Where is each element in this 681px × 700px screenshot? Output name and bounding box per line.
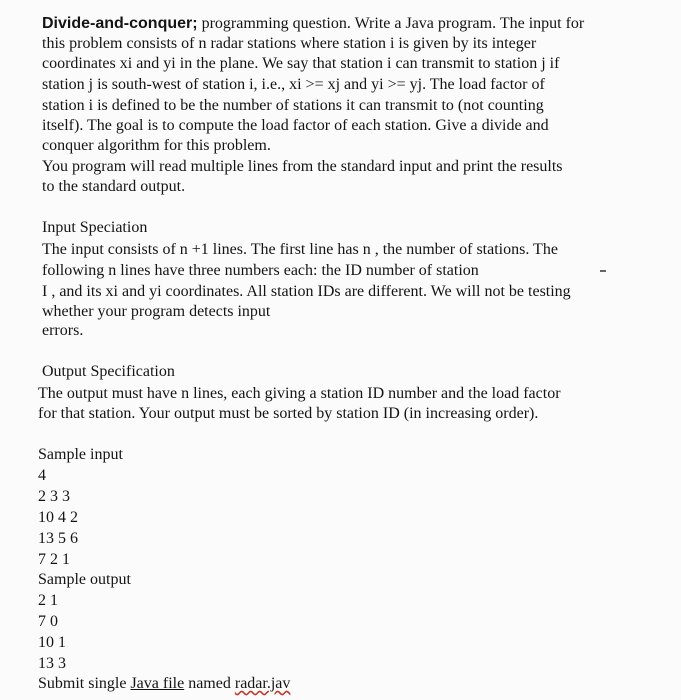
sample-input-line: 13 5 6 xyxy=(38,530,78,547)
submit-named: named xyxy=(188,675,231,692)
sample-input-line: 7 2 1 xyxy=(38,551,70,568)
sample-output-line: 13 3 xyxy=(38,655,66,672)
input-spec-heading: Input Speciation xyxy=(42,219,148,236)
input-spec-line-1: The input consists of n +1 lines. The first line has n , the number of stations. The xyxy=(42,241,558,258)
question-line-1 xyxy=(42,14,584,34)
sample-output-line: 2 1 xyxy=(38,592,58,609)
question-line-1-text: programming question. Write a Java program. The input for xyxy=(201,15,585,32)
sample-output-line: 10 1 xyxy=(38,634,66,651)
sample-output-line: 7 0 xyxy=(38,613,58,630)
submit-filename: radar.jav xyxy=(234,675,291,692)
sample-input-line: 4 xyxy=(38,467,46,484)
input-spec-line-3: I , and its xi and yi coordinates. All station IDs are different. We will not be testing xyxy=(42,283,571,300)
question-title: Divide-and-conquer; xyxy=(42,15,198,32)
sample-input-line: 2 3 3 xyxy=(38,488,70,505)
input-spec-line-2: following n lines have three numbers each: the ID number of station xyxy=(42,262,479,279)
sample-input-line: 10 4 2 xyxy=(38,509,78,526)
sample-input-label: Sample input xyxy=(38,446,123,463)
submit-prefix: Submit single xyxy=(38,675,127,692)
pencil-mark xyxy=(600,270,606,272)
question-line-4: station j is south-west of station i, i.e., xi >= xj and yi >= yj. The load factor of xyxy=(42,76,545,93)
input-spec-line-5: errors. xyxy=(42,322,84,339)
output-spec-line-2: for that station. Your output must be sorted by station ID (in increasing order). xyxy=(38,405,539,422)
question-line-9: to the standard output. xyxy=(42,178,186,195)
question-line-3: coordinates xi and yi in the plane. We say that station i can transmit to station j if xyxy=(42,55,560,72)
question-line-8: You program will read multiple lines from the standard input and print the results xyxy=(42,158,563,175)
sample-output-label: Sample output xyxy=(38,571,131,588)
output-spec-heading: Output Specification xyxy=(42,363,175,380)
question-line-5: station i is defined to be the number of stations it can transmit to (not counting xyxy=(42,97,544,114)
output-spec-line-1: The output must have n lines, each giving a station ID number and the load factor xyxy=(38,385,561,402)
submit-line xyxy=(38,674,290,694)
question-line-6: itself). The goal is to compute the load factor of each station. Give a divide and xyxy=(42,117,549,134)
input-spec-line-4: whether your program detects input xyxy=(42,303,271,320)
question-line-2: this problem consists of n radar stations where station i is given by its integer xyxy=(42,35,537,52)
java-file-text: Java file xyxy=(130,675,185,692)
question-line-7: conquer algorithm for this problem. xyxy=(42,137,271,154)
